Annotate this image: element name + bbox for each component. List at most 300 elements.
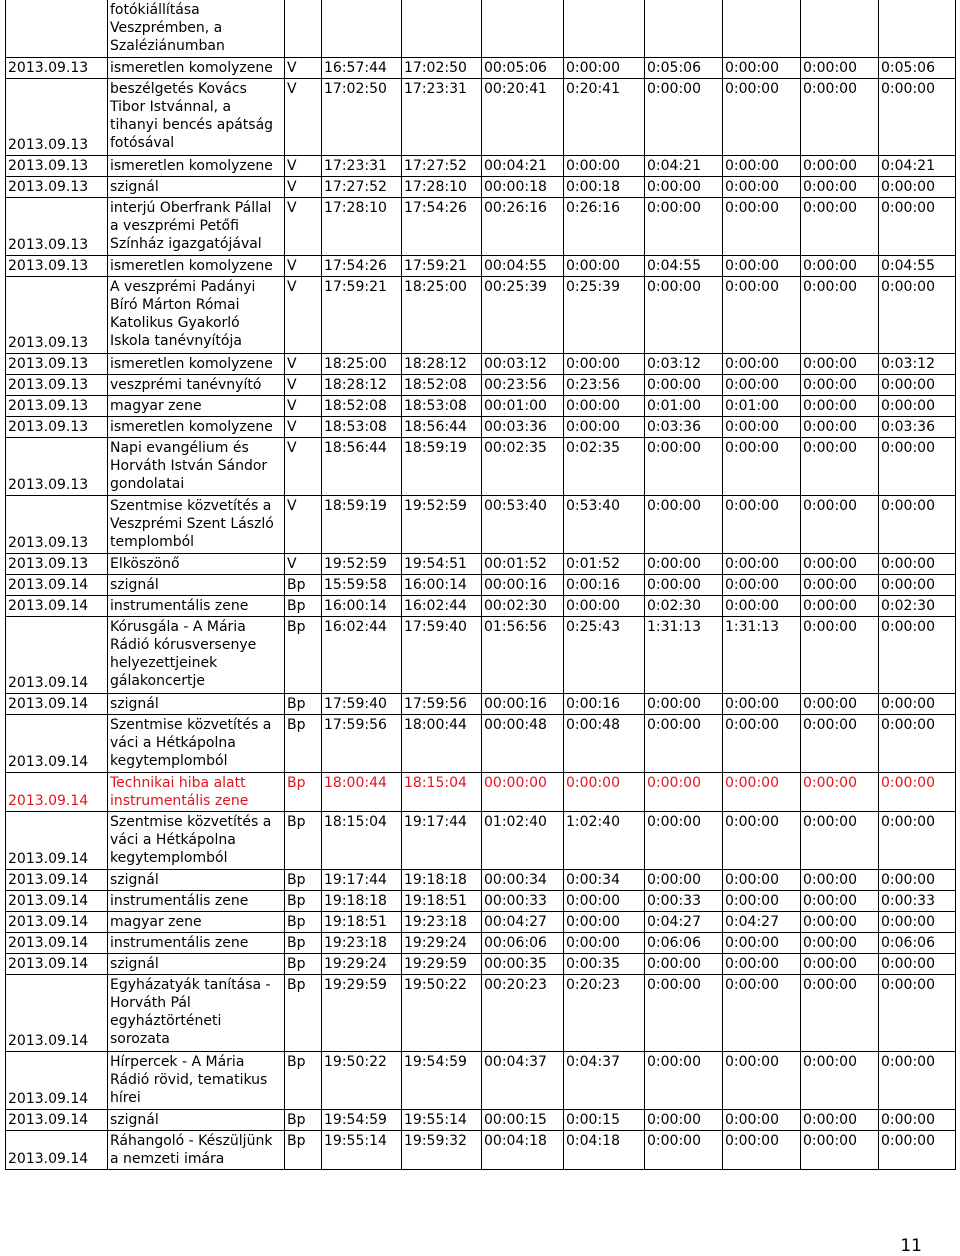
- date-cell: 2013.09.13: [6, 396, 108, 417]
- start-time-cell: 19:50:22: [322, 1052, 402, 1110]
- value-2-cell: 0:00:00: [645, 198, 723, 256]
- value-5-cell: 0:00:00: [879, 715, 956, 773]
- title-cell: ismeretlen komolyzene: [108, 255, 285, 276]
- start-time-cell: 17:02:50: [322, 78, 402, 155]
- channel-cell: V: [285, 198, 322, 256]
- value-5-cell: 0:00:00: [879, 773, 956, 812]
- table-row: [6, 694, 956, 715]
- value-4-cell: 0:00:00: [801, 953, 879, 974]
- date-cell: 2013.09.14: [6, 932, 108, 953]
- channel-cell: Bp: [285, 974, 322, 1051]
- table-row: [6, 773, 956, 812]
- date-cell: 2013.09.13: [6, 57, 108, 78]
- value-5-cell: 0:00:00: [879, 78, 956, 155]
- value-2-cell: 0:00:00: [645, 177, 723, 198]
- value-5-cell: 0:00:00: [879, 1131, 956, 1170]
- end-time-cell: 19:29:24: [402, 932, 482, 953]
- channel-cell: Bp: [285, 869, 322, 890]
- table-row: [6, 812, 956, 870]
- title-cell: Szentmise közvetítés a Veszprémi Szent László templomból: [108, 496, 285, 554]
- date-cell: 2013.09.14: [6, 911, 108, 932]
- duration-cell: 00:20:41: [482, 78, 564, 155]
- value-1-cell: 0:00:00: [564, 773, 645, 812]
- value-3-cell: 0:00:00: [723, 974, 801, 1051]
- channel-cell: Bp: [285, 574, 322, 595]
- value-2-cell: 0:00:00: [645, 496, 723, 554]
- date-cell: 2013.09.14: [6, 953, 108, 974]
- value-2-cell: 0:00:00: [645, 773, 723, 812]
- value-3-cell: 0:00:00: [723, 1052, 801, 1110]
- channel-cell: Bp: [285, 911, 322, 932]
- page: [5, 0, 955, 1170]
- table-row: [6, 496, 956, 554]
- value-1-cell: 0:04:37: [564, 1052, 645, 1110]
- value-2-cell: 0:00:00: [645, 438, 723, 496]
- date-cell: 2013.09.14: [6, 773, 108, 812]
- value-1-cell: 0:00:34: [564, 869, 645, 890]
- duration-cell: 00:20:23: [482, 974, 564, 1051]
- table-row: [6, 396, 956, 417]
- date-cell: 2013.09.13: [6, 438, 108, 496]
- value-3-cell: 0:00:00: [723, 417, 801, 438]
- value-3-cell: 0:04:27: [723, 911, 801, 932]
- date-cell: 2013.09.13: [6, 276, 108, 353]
- value-4-cell: 0:00:00: [801, 417, 879, 438]
- start-time-cell: 18:15:04: [322, 812, 402, 870]
- title-cell: Elköszönő: [108, 553, 285, 574]
- value-4-cell: 0:00:00: [801, 694, 879, 715]
- value-2-cell: [645, 0, 723, 57]
- value-3-cell: 0:00:00: [723, 1110, 801, 1131]
- title-cell: A veszprémi Padányi Bíró Márton Római Katolikus Gyakorló Iskola tanévnyítója: [108, 276, 285, 353]
- start-time-cell: 19:52:59: [322, 553, 402, 574]
- table-row: [6, 869, 956, 890]
- value-2-cell: 0:00:00: [645, 1052, 723, 1110]
- value-2-cell: 0:04:27: [645, 911, 723, 932]
- value-5-cell: 0:00:00: [879, 553, 956, 574]
- start-time-cell: 16:00:14: [322, 595, 402, 616]
- start-time-cell: 19:55:14: [322, 1131, 402, 1170]
- value-4-cell: 0:00:00: [801, 496, 879, 554]
- value-2-cell: 0:02:30: [645, 595, 723, 616]
- start-time-cell: 19:18:18: [322, 890, 402, 911]
- table-row: [6, 1052, 956, 1110]
- value-2-cell: 0:05:06: [645, 57, 723, 78]
- channel-cell: [285, 0, 322, 57]
- date-cell: 2013.09.13: [6, 78, 108, 155]
- start-time-cell: [322, 0, 402, 57]
- table-row: [6, 715, 956, 773]
- channel-cell: Bp: [285, 890, 322, 911]
- value-1-cell: 0:23:56: [564, 375, 645, 396]
- start-time-cell: 18:00:44: [322, 773, 402, 812]
- title-cell: ismeretlen komolyzene: [108, 57, 285, 78]
- value-4-cell: 0:00:00: [801, 773, 879, 812]
- broadcast-log-rows: [6, 0, 956, 1170]
- value-1-cell: 0:00:00: [564, 595, 645, 616]
- value-2-cell: 0:03:12: [645, 354, 723, 375]
- duration-cell: 00:00:48: [482, 715, 564, 773]
- title-cell: magyar zene: [108, 396, 285, 417]
- value-2-cell: 0:00:00: [645, 1131, 723, 1170]
- value-5-cell: [879, 0, 956, 57]
- duration-cell: 00:00:34: [482, 869, 564, 890]
- title-cell: magyar zene: [108, 911, 285, 932]
- start-time-cell: 19:17:44: [322, 869, 402, 890]
- value-2-cell: 0:00:00: [645, 812, 723, 870]
- start-time-cell: 17:27:52: [322, 177, 402, 198]
- start-time-cell: 17:59:21: [322, 276, 402, 353]
- value-3-cell: 0:00:00: [723, 715, 801, 773]
- date-cell: 2013.09.14: [6, 694, 108, 715]
- channel-cell: V: [285, 375, 322, 396]
- date-cell: 2013.09.13: [6, 354, 108, 375]
- title-cell: szignál: [108, 1110, 285, 1131]
- value-3-cell: 0:00:00: [723, 156, 801, 177]
- date-cell: 2013.09.14: [6, 1131, 108, 1170]
- channel-cell: Bp: [285, 953, 322, 974]
- value-2-cell: 0:00:33: [645, 890, 723, 911]
- table-row: [6, 595, 956, 616]
- title-cell: Technikai hiba alatt instrumentális zene: [108, 773, 285, 812]
- table-row: [6, 0, 956, 57]
- value-5-cell: 0:00:00: [879, 812, 956, 870]
- value-3-cell: 0:00:00: [723, 375, 801, 396]
- value-5-cell: 0:00:33: [879, 890, 956, 911]
- end-time-cell: 18:53:08: [402, 396, 482, 417]
- value-1-cell: 0:00:00: [564, 57, 645, 78]
- channel-cell: Bp: [285, 1052, 322, 1110]
- start-time-cell: 19:23:18: [322, 932, 402, 953]
- title-cell: Kórusgála - A Mária Rádió kórusversenye helyezettjeinek gálakoncertje: [108, 616, 285, 693]
- channel-cell: Bp: [285, 694, 322, 715]
- value-3-cell: 0:01:00: [723, 396, 801, 417]
- value-2-cell: 0:00:00: [645, 553, 723, 574]
- value-4-cell: 0:00:00: [801, 574, 879, 595]
- duration-cell: 00:04:37: [482, 1052, 564, 1110]
- start-time-cell: 18:25:00: [322, 354, 402, 375]
- value-4-cell: 0:00:00: [801, 1052, 879, 1110]
- channel-cell: V: [285, 396, 322, 417]
- value-1-cell: 0:00:00: [564, 932, 645, 953]
- title-cell: szignál: [108, 177, 285, 198]
- value-1-cell: 0:00:48: [564, 715, 645, 773]
- value-1-cell: 0:00:00: [564, 890, 645, 911]
- value-1-cell: 0:00:00: [564, 354, 645, 375]
- duration-cell: 00:23:56: [482, 375, 564, 396]
- end-time-cell: 17:27:52: [402, 156, 482, 177]
- value-5-cell: 0:00:00: [879, 911, 956, 932]
- table-row: [6, 177, 956, 198]
- table-row: [6, 574, 956, 595]
- value-5-cell: 0:00:00: [879, 974, 956, 1051]
- title-cell: instrumentális zene: [108, 890, 285, 911]
- value-1-cell: 0:25:43: [564, 616, 645, 693]
- value-3-cell: 0:00:00: [723, 595, 801, 616]
- duration-cell: 01:02:40: [482, 812, 564, 870]
- value-1-cell: 0:01:52: [564, 553, 645, 574]
- value-5-cell: 0:00:00: [879, 438, 956, 496]
- end-time-cell: 17:59:21: [402, 255, 482, 276]
- duration-cell: 00:00:16: [482, 574, 564, 595]
- value-3-cell: 0:00:00: [723, 1131, 801, 1170]
- table-row: [6, 375, 956, 396]
- title-cell: szignál: [108, 953, 285, 974]
- date-cell: 2013.09.14: [6, 974, 108, 1051]
- value-1-cell: 1:02:40: [564, 812, 645, 870]
- start-time-cell: 15:59:58: [322, 574, 402, 595]
- channel-cell: V: [285, 417, 322, 438]
- start-time-cell: 17:23:31: [322, 156, 402, 177]
- date-cell: 2013.09.14: [6, 574, 108, 595]
- channel-cell: V: [285, 57, 322, 78]
- title-cell: ismeretlen komolyzene: [108, 417, 285, 438]
- value-5-cell: 0:00:00: [879, 694, 956, 715]
- value-4-cell: 0:00:00: [801, 438, 879, 496]
- date-cell: 2013.09.14: [6, 869, 108, 890]
- value-4-cell: 0:00:00: [801, 974, 879, 1051]
- value-5-cell: 0:00:00: [879, 198, 956, 256]
- title-cell: Szentmise közvetítés a váci a Hétkápolna kegytemplomból: [108, 715, 285, 773]
- table-row: [6, 911, 956, 932]
- value-5-cell: 0:04:55: [879, 255, 956, 276]
- value-4-cell: 0:00:00: [801, 276, 879, 353]
- broadcast-log-table: [5, 0, 956, 1170]
- date-cell: 2013.09.13: [6, 156, 108, 177]
- value-3-cell: 0:00:00: [723, 553, 801, 574]
- value-4-cell: 0:00:00: [801, 911, 879, 932]
- date-cell: 2013.09.13: [6, 177, 108, 198]
- value-3-cell: 0:00:00: [723, 773, 801, 812]
- start-time-cell: 19:18:51: [322, 911, 402, 932]
- table-row: [6, 1110, 956, 1131]
- value-1-cell: 0:00:00: [564, 396, 645, 417]
- value-1-cell: 0:00:15: [564, 1110, 645, 1131]
- channel-cell: V: [285, 553, 322, 574]
- table-row: [6, 198, 956, 256]
- value-4-cell: 0:00:00: [801, 869, 879, 890]
- value-3-cell: [723, 0, 801, 57]
- table-row: [6, 276, 956, 353]
- value-2-cell: 0:00:00: [645, 78, 723, 155]
- duration-cell: 00:00:15: [482, 1110, 564, 1131]
- date-cell: 2013.09.13: [6, 198, 108, 256]
- duration-cell: 00:01:52: [482, 553, 564, 574]
- end-time-cell: 17:23:31: [402, 78, 482, 155]
- date-cell: 2013.09.14: [6, 595, 108, 616]
- end-time-cell: [402, 0, 482, 57]
- value-4-cell: [801, 0, 879, 57]
- end-time-cell: 18:59:19: [402, 438, 482, 496]
- table-row: [6, 255, 956, 276]
- end-time-cell: 18:52:08: [402, 375, 482, 396]
- value-4-cell: 0:00:00: [801, 255, 879, 276]
- channel-cell: V: [285, 276, 322, 353]
- start-time-cell: 19:29:59: [322, 974, 402, 1051]
- date-cell: 2013.09.14: [6, 715, 108, 773]
- channel-cell: V: [285, 255, 322, 276]
- value-5-cell: 0:00:00: [879, 869, 956, 890]
- start-time-cell: 18:56:44: [322, 438, 402, 496]
- value-1-cell: 0:00:18: [564, 177, 645, 198]
- value-4-cell: 0:00:00: [801, 616, 879, 693]
- value-3-cell: 0:00:00: [723, 932, 801, 953]
- end-time-cell: 17:02:50: [402, 57, 482, 78]
- page-number: 11: [900, 1236, 922, 1256]
- value-5-cell: 0:00:00: [879, 1110, 956, 1131]
- table-row: [6, 890, 956, 911]
- value-3-cell: 0:00:00: [723, 78, 801, 155]
- duration-cell: 00:00:16: [482, 694, 564, 715]
- value-4-cell: 0:00:00: [801, 812, 879, 870]
- table-row: [6, 438, 956, 496]
- duration-cell: 00:26:16: [482, 198, 564, 256]
- end-time-cell: 19:23:18: [402, 911, 482, 932]
- value-5-cell: 0:00:00: [879, 396, 956, 417]
- value-4-cell: 0:00:00: [801, 553, 879, 574]
- channel-cell: Bp: [285, 932, 322, 953]
- start-time-cell: 17:59:40: [322, 694, 402, 715]
- value-4-cell: 0:00:00: [801, 1110, 879, 1131]
- channel-cell: Bp: [285, 1110, 322, 1131]
- start-time-cell: 18:53:08: [322, 417, 402, 438]
- duration-cell: 00:02:35: [482, 438, 564, 496]
- duration-cell: 00:00:18: [482, 177, 564, 198]
- title-cell: szignál: [108, 694, 285, 715]
- channel-cell: V: [285, 438, 322, 496]
- value-3-cell: 0:00:00: [723, 869, 801, 890]
- date-cell: 2013.09.14: [6, 1052, 108, 1110]
- value-2-cell: 0:01:00: [645, 396, 723, 417]
- start-time-cell: 17:28:10: [322, 198, 402, 256]
- end-time-cell: 17:59:40: [402, 616, 482, 693]
- end-time-cell: 19:50:22: [402, 974, 482, 1051]
- duration-cell: 00:03:36: [482, 417, 564, 438]
- value-5-cell: 0:00:00: [879, 276, 956, 353]
- end-time-cell: 19:18:18: [402, 869, 482, 890]
- table-row: [6, 932, 956, 953]
- title-cell: instrumentális zene: [108, 932, 285, 953]
- date-cell: 2013.09.13: [6, 553, 108, 574]
- value-4-cell: 0:00:00: [801, 890, 879, 911]
- value-3-cell: 0:00:00: [723, 496, 801, 554]
- value-3-cell: 0:00:00: [723, 57, 801, 78]
- value-1-cell: 0:26:16: [564, 198, 645, 256]
- duration-cell: 00:02:30: [482, 595, 564, 616]
- value-5-cell: 0:03:12: [879, 354, 956, 375]
- start-time-cell: 19:29:24: [322, 953, 402, 974]
- channel-cell: V: [285, 177, 322, 198]
- channel-cell: Bp: [285, 715, 322, 773]
- duration-cell: [482, 0, 564, 57]
- duration-cell: 00:04:21: [482, 156, 564, 177]
- value-4-cell: 0:00:00: [801, 354, 879, 375]
- duration-cell: 00:04:18: [482, 1131, 564, 1170]
- value-2-cell: 0:00:00: [645, 574, 723, 595]
- value-3-cell: 0:00:00: [723, 890, 801, 911]
- value-2-cell: 0:00:00: [645, 953, 723, 974]
- value-1-cell: 0:20:23: [564, 974, 645, 1051]
- value-5-cell: 0:02:30: [879, 595, 956, 616]
- value-5-cell: 0:00:00: [879, 1052, 956, 1110]
- end-time-cell: 19:54:59: [402, 1052, 482, 1110]
- value-2-cell: 0:03:36: [645, 417, 723, 438]
- end-time-cell: 18:25:00: [402, 276, 482, 353]
- end-time-cell: 18:28:12: [402, 354, 482, 375]
- end-time-cell: 17:54:26: [402, 198, 482, 256]
- table-row: [6, 953, 956, 974]
- value-3-cell: 0:00:00: [723, 812, 801, 870]
- date-cell: 2013.09.14: [6, 1110, 108, 1131]
- value-3-cell: 0:00:00: [723, 276, 801, 353]
- value-4-cell: 0:00:00: [801, 1131, 879, 1170]
- date-cell: 2013.09.13: [6, 375, 108, 396]
- value-3-cell: 0:00:00: [723, 953, 801, 974]
- value-1-cell: 0:00:00: [564, 255, 645, 276]
- date-cell: 2013.09.14: [6, 616, 108, 693]
- duration-cell: 00:05:06: [482, 57, 564, 78]
- value-1-cell: 0:20:41: [564, 78, 645, 155]
- value-2-cell: 0:00:00: [645, 694, 723, 715]
- value-2-cell: 0:00:00: [645, 276, 723, 353]
- title-cell: ismeretlen komolyzene: [108, 156, 285, 177]
- value-1-cell: 0:04:18: [564, 1131, 645, 1170]
- end-time-cell: 18:00:44: [402, 715, 482, 773]
- end-time-cell: 16:02:44: [402, 595, 482, 616]
- start-time-cell: 16:02:44: [322, 616, 402, 693]
- value-2-cell: 0:00:00: [645, 375, 723, 396]
- duration-cell: 01:56:56: [482, 616, 564, 693]
- table-row: [6, 57, 956, 78]
- value-4-cell: 0:00:00: [801, 396, 879, 417]
- table-row: [6, 354, 956, 375]
- table-row: [6, 616, 956, 693]
- value-2-cell: 0:04:55: [645, 255, 723, 276]
- end-time-cell: 17:59:56: [402, 694, 482, 715]
- end-time-cell: 18:56:44: [402, 417, 482, 438]
- end-time-cell: 18:15:04: [402, 773, 482, 812]
- table-row: [6, 156, 956, 177]
- duration-cell: 00:04:27: [482, 911, 564, 932]
- start-time-cell: 18:28:12: [322, 375, 402, 396]
- end-time-cell: 17:28:10: [402, 177, 482, 198]
- channel-cell: Bp: [285, 1131, 322, 1170]
- value-5-cell: 0:04:21: [879, 156, 956, 177]
- value-2-cell: 0:00:00: [645, 1110, 723, 1131]
- value-3-cell: 0:00:00: [723, 198, 801, 256]
- table-row: [6, 417, 956, 438]
- value-3-cell: 0:00:00: [723, 574, 801, 595]
- value-5-cell: 0:06:06: [879, 932, 956, 953]
- end-time-cell: 16:00:14: [402, 574, 482, 595]
- duration-cell: 00:25:39: [482, 276, 564, 353]
- value-1-cell: 0:00:16: [564, 694, 645, 715]
- channel-cell: Bp: [285, 773, 322, 812]
- date-cell: 2013.09.13: [6, 417, 108, 438]
- title-cell: szignál: [108, 574, 285, 595]
- value-5-cell: 0:00:00: [879, 375, 956, 396]
- value-1-cell: 0:00:16: [564, 574, 645, 595]
- channel-cell: V: [285, 156, 322, 177]
- title-cell: Ráhangoló - Készüljünk a nemzeti imára: [108, 1131, 285, 1170]
- title-cell: ismeretlen komolyzene: [108, 354, 285, 375]
- table-row: [6, 553, 956, 574]
- duration-cell: 00:04:55: [482, 255, 564, 276]
- value-2-cell: 0:04:21: [645, 156, 723, 177]
- title-cell: veszprémi tanévnyító: [108, 375, 285, 396]
- channel-cell: Bp: [285, 616, 322, 693]
- value-4-cell: 0:00:00: [801, 595, 879, 616]
